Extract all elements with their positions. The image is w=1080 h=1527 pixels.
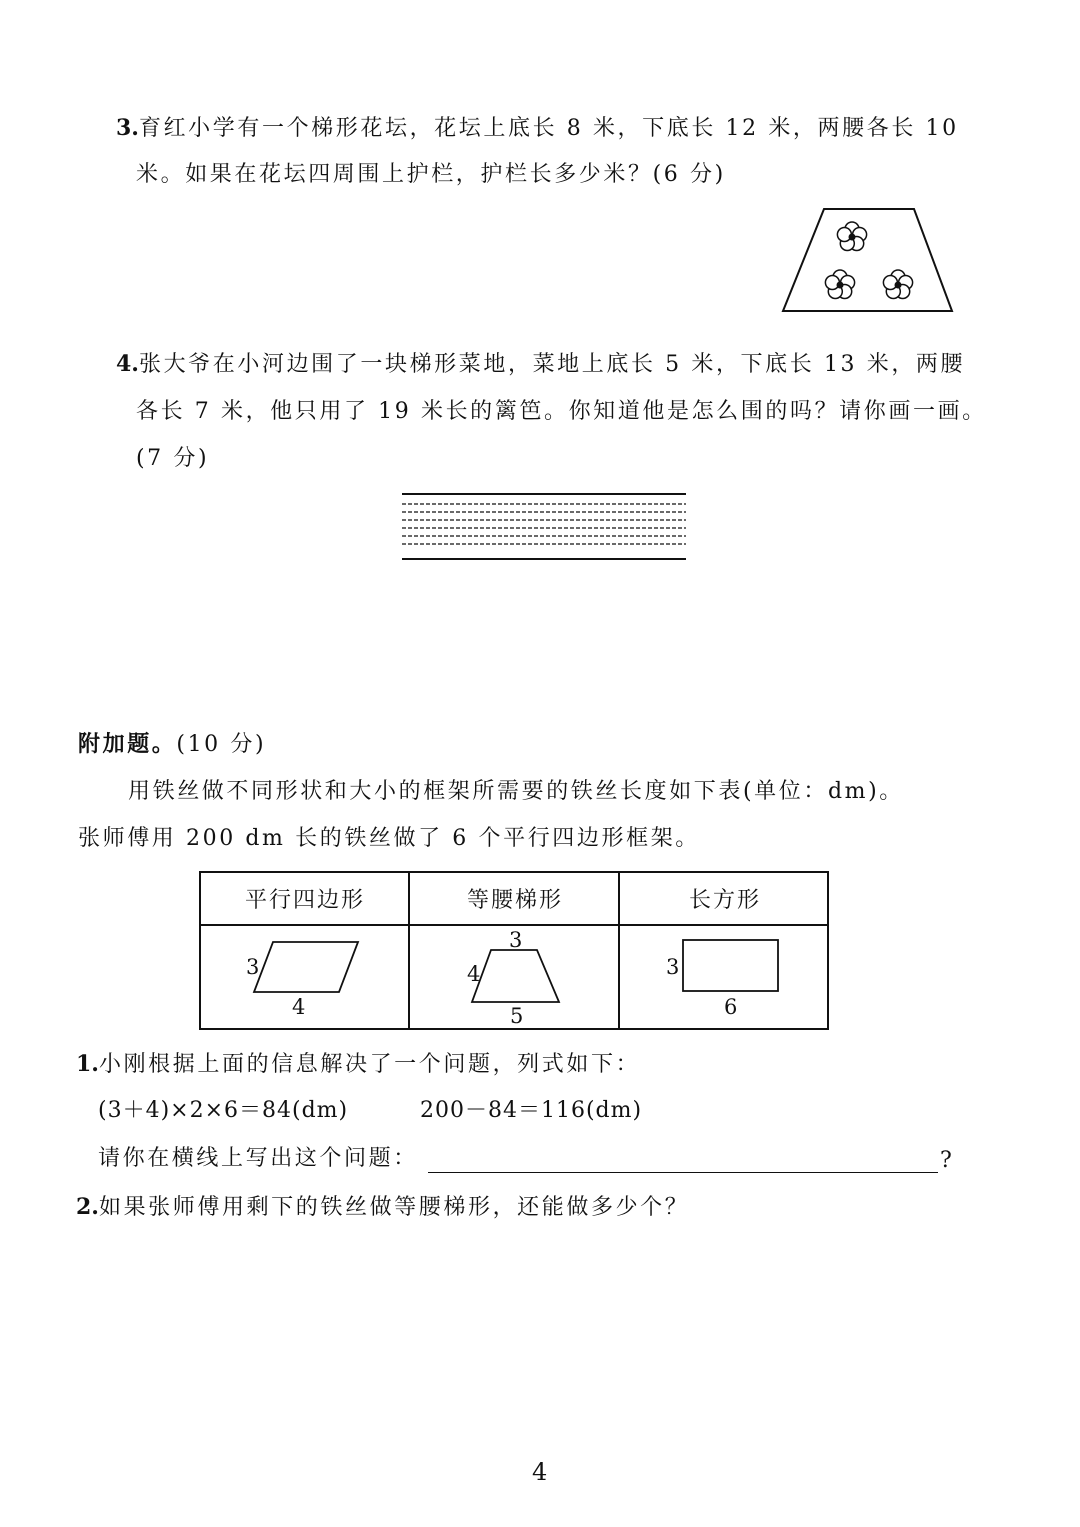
parallelogram-side-label: 3: [246, 955, 262, 979]
q4-line-1: [116, 349, 965, 380]
q3-text-1: 育红小学有一个梯形花坛，花坛上底长 8 米，下底长 12 米，两腰各长 10: [138, 116, 959, 141]
bonus-heading: [78, 729, 266, 760]
q4-line-3: (7 分): [136, 446, 210, 471]
q4-text-1: 张大爷在小河边围了一块梯形菜地，菜地上底长 5 米，下底长 13 米，两腰: [138, 352, 966, 377]
sub1-text: 小刚根据上面的信息解决了一个问题，列式如下：: [98, 1052, 641, 1077]
sub2-text: 如果张师傅用剩下的铁丝做等腰梯形，还能做多少个？: [98, 1195, 690, 1220]
table-header-rectangle: 长方形: [688, 888, 761, 913]
formula-2: 200－84＝116(dm): [420, 1098, 643, 1123]
answer-blank-line[interactable]: [428, 1172, 938, 1173]
page-number: 4: [532, 1458, 548, 1486]
sub1-end-mark: ?: [940, 1148, 955, 1173]
table-header-parallelogram: 平行四边形: [244, 888, 365, 913]
flower-icon: [825, 270, 854, 299]
q3-line-2: 米。如果在花坛四周围上护栏，护栏长多少米？(6 分): [136, 162, 726, 187]
q4-number: 4.: [116, 351, 139, 377]
bonus-intro-1: 用铁丝做不同形状和大小的框架所需要的铁丝长度如下表(单位：dm)。: [128, 779, 904, 804]
parallelogram-shape: [254, 942, 358, 992]
trapezoid-side-label: 4: [467, 962, 483, 986]
sub1-line: [76, 1049, 640, 1080]
rectangle-width-label: 6: [724, 995, 740, 1019]
bonus-score: (10 分): [176, 732, 267, 757]
rectangle-height-label: 3: [666, 955, 682, 979]
trapezoid-top-label: 3: [509, 928, 525, 952]
formula-1: (3＋4)×2×6＝84(dm): [98, 1098, 349, 1123]
trapezoid-bottom-label: 5: [510, 1004, 526, 1028]
parallelogram-base-label: 4: [292, 995, 308, 1019]
trapezoid-shape: [472, 950, 559, 1002]
sub2-number: 2.: [76, 1194, 99, 1220]
q4-line-2: 各长 7 米，他只用了 19 米长的篱笆。你知道他是怎么围的吗？请你画一画。: [136, 399, 987, 424]
bonus-intro-2: 张师傅用 200 dm 长的铁丝做了 6 个平行四边形框架。: [78, 826, 700, 851]
sub1-number: 1.: [76, 1051, 99, 1077]
sub1-prompt: 请你在横线上写出这个问题：: [98, 1146, 418, 1171]
table-header-trapezoid: 等腰梯形: [466, 888, 563, 913]
q3-number: 3.: [116, 115, 139, 141]
flower-bed-figure: [780, 205, 955, 315]
river-figure: [400, 488, 690, 568]
q3-line-1: [116, 113, 959, 144]
sub2-line: [76, 1192, 689, 1223]
bonus-title: 附加题。: [78, 731, 177, 757]
rectangle-shape: [683, 940, 778, 991]
flower-icon: [883, 270, 912, 299]
flower-icon: [837, 222, 866, 251]
